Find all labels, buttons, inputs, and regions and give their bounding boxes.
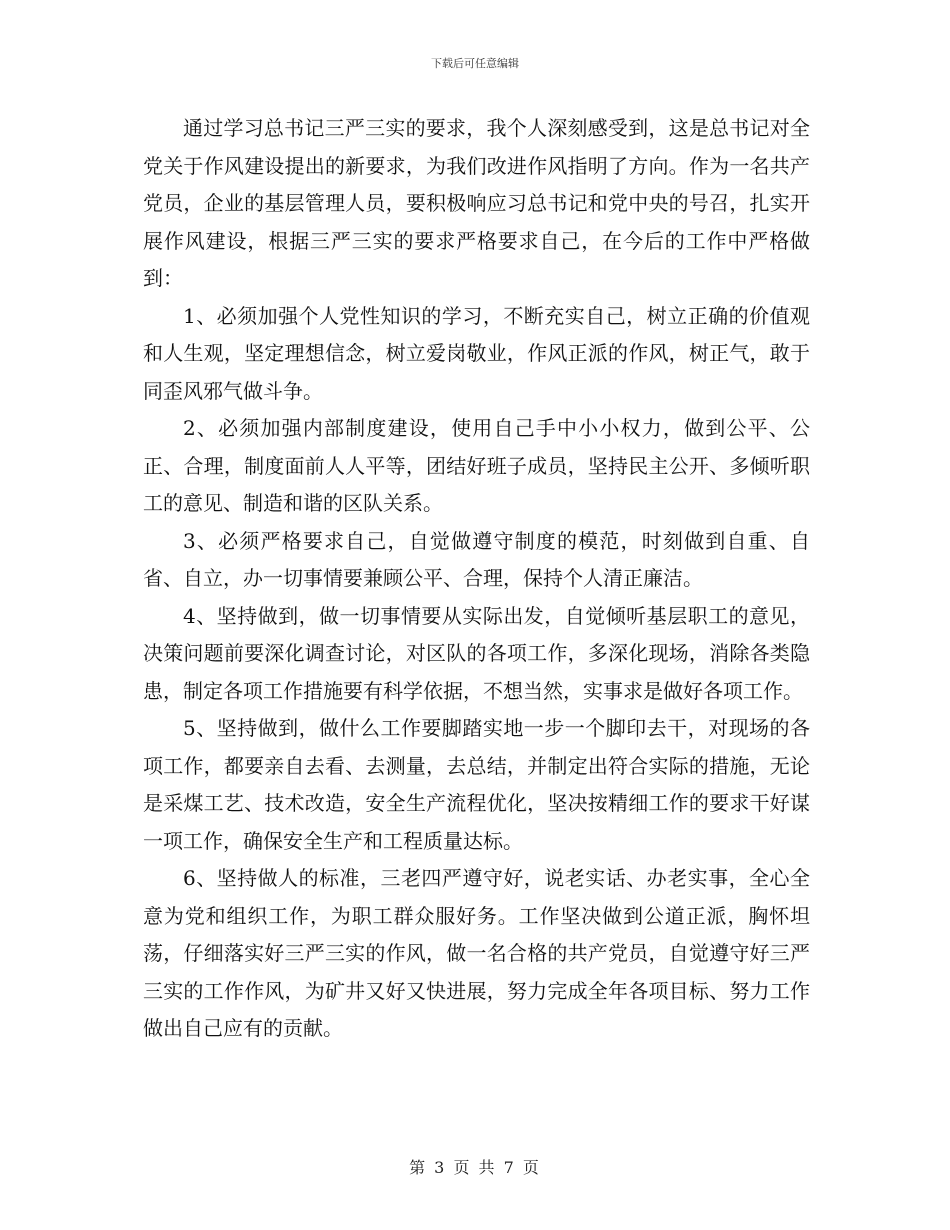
paragraph-item-6: 6、坚持做人的标准，三老四严遵守好，说老实话、办老实事，全心全意为党和组织工作，为职工群众服好务。工作坚决做到公道正派，胸怀坦荡，仔细落实好三严三实的作风，做一名合格的共产党员，自觉遵守好三严三实的工作作风，为矿井又好又快进展，努力完成全年各项目标、努力工作做出自己应有的贡献。: [143, 866, 810, 1040]
paragraph-item-4: 4、坚持做到，做一切事情要从实际出发，自觉倾听基层职工的意见，决策问题前要深化调查讨论，对区队的各项工作，多深化现场，消除各类隐患，制定各项工作措施要有科学依据，不想当然，实事求是做好各项工作。: [143, 603, 810, 703]
page-number-footer: 第 3 页 共 7 页: [409, 1158, 541, 1177]
page-header: 下载后可任意编辑: [431, 57, 519, 70]
paragraph-item-2: 2、必须加强内部制度建设，使用自己手中小小权力，做到公平、公正、合理，制度面前人人平等，团结好班子成员，坚持民主公开、多倾听职工的意见、制造和谐的区队关系。: [143, 416, 810, 515]
paragraph-item-1: 1、必须加强个人党性知识的学习，不断充实自己，树立正确的价值观和人生观，坚定理想信念，树立爱岗敬业，作风正派的作风，树正气，敢于同歪风邪气做斗争。: [143, 303, 810, 403]
paragraph-item-5: 5、坚持做到，做什么工作要脚踏实地一步一个脚印去干，对现场的各项工作，都要亲自去看、去测量，去总结，并制定出符合实际的措施，无论是采煤工艺、技术改造，安全生产流程优化，坚决按精细工作的要求干好谋一项工作，确保安全生产和工程质量达标。: [143, 716, 810, 853]
paragraph-intro: 通过学习总书记三严三实的要求，我个人深刻感受到，这是总书记对全党关于作风建设提出的新要求，为我们改进作风指明了方向。作为一名共产党员，企业的基层管理人员，要积极响应习总书记和党中央的号召，扎实开展作风建设，根据三严三实的要求严格要求自己，在今后的工作中严格做到：: [143, 116, 810, 290]
document-body: [143, 110, 810, 1048]
paragraph-item-3: 3、必须严格要求自己，自觉做遵守制度的模范，时刻做到自重、自省、自立，办一切事情要兼顾公平、合理，保持个人清正廉洁。: [143, 528, 810, 590]
